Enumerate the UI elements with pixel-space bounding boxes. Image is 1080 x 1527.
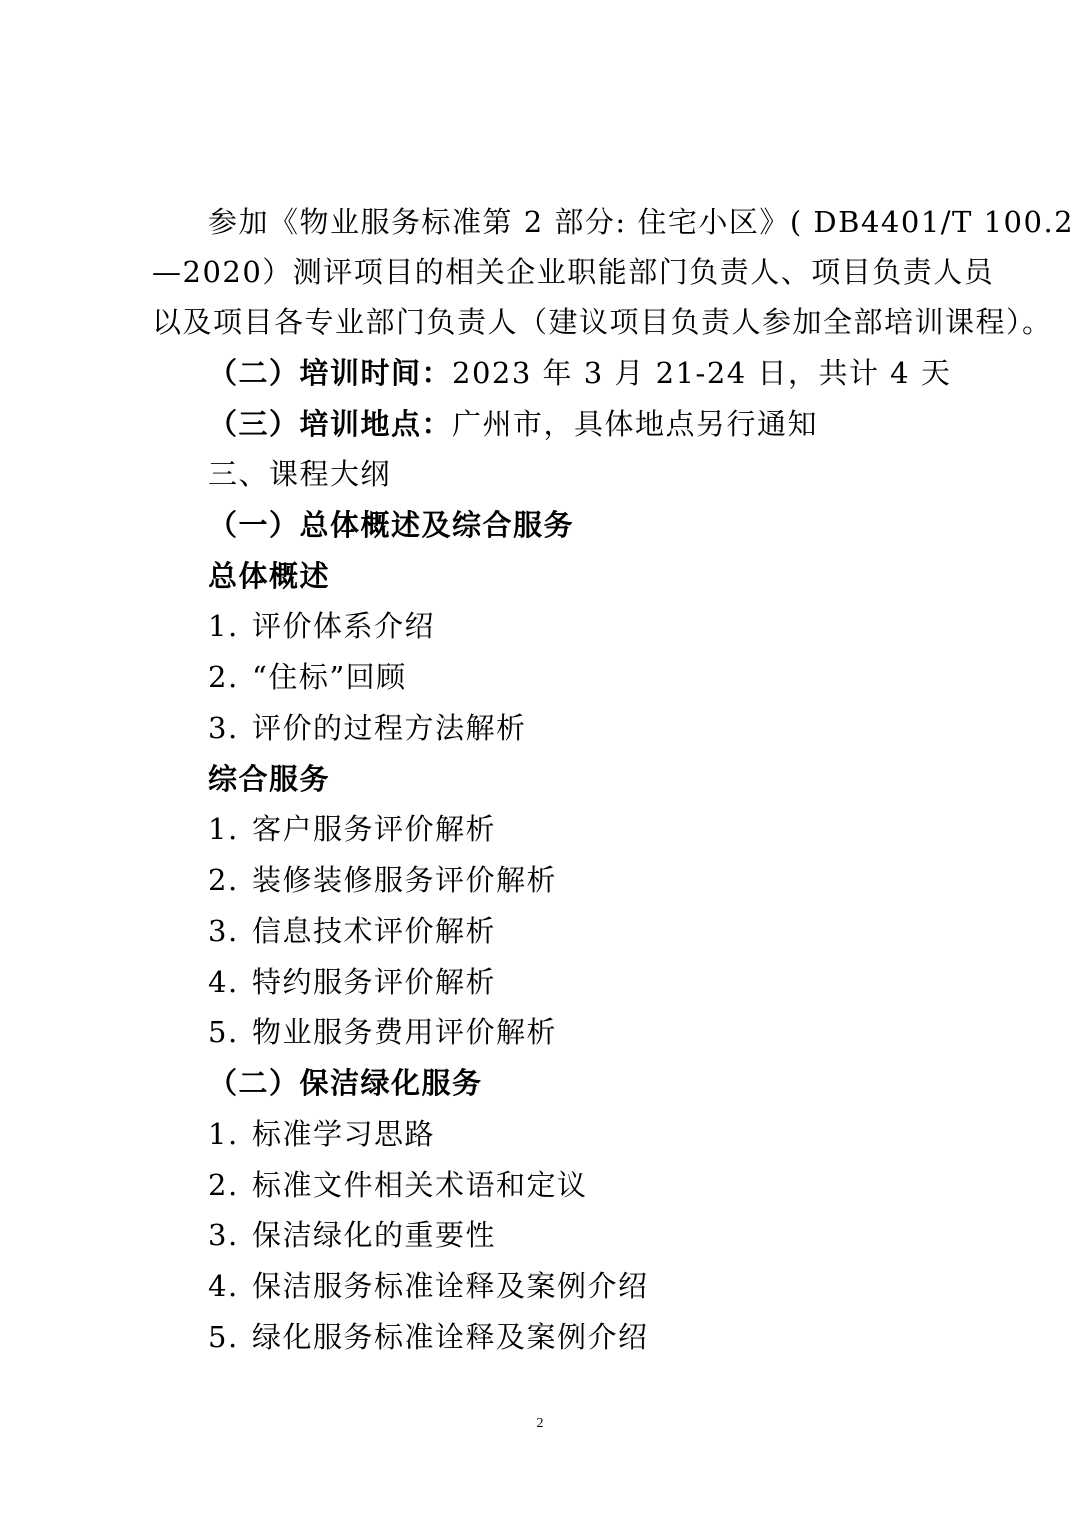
list-item-text: 信息技术评价解析 bbox=[252, 914, 497, 948]
page-number: 2 bbox=[536, 1416, 544, 1431]
list-item-number: 2. bbox=[208, 1168, 239, 1202]
list-item bbox=[208, 1261, 649, 1311]
list-item bbox=[208, 1007, 557, 1057]
training-place bbox=[208, 399, 818, 449]
list-item bbox=[208, 703, 527, 753]
intro-line-2: —2020）测评项目的相关企业职能部门负责人、项目负责人员 bbox=[152, 255, 995, 289]
list-item-text: 客户服务评价解析 bbox=[252, 812, 497, 846]
list-item-number: 1. bbox=[208, 609, 239, 643]
list-item-number: 2. bbox=[208, 660, 239, 694]
list-item-text: 评价的过程方法解析 bbox=[252, 711, 527, 745]
training-time bbox=[208, 348, 951, 398]
intro-line-1: 参加《物业服务标准第 2 部分: 住宅小区》( DB4401/T 100.2 bbox=[208, 205, 1075, 239]
list-item bbox=[208, 652, 407, 702]
service-title: 综合服务 bbox=[208, 762, 331, 796]
list-item-number: 1. bbox=[208, 812, 239, 846]
list-item bbox=[208, 1312, 649, 1362]
list-item bbox=[208, 1109, 435, 1159]
list-item-text: “住标”回顾 bbox=[252, 660, 407, 694]
list-item-text: 标准文件相关术语和定议 bbox=[252, 1168, 588, 1202]
list-item bbox=[208, 906, 496, 956]
list-item-text: 保洁服务标准诠释及案例介绍 bbox=[252, 1269, 649, 1303]
list-item-number: 5. bbox=[208, 1320, 239, 1354]
list-item-number: 2. bbox=[208, 863, 239, 897]
list-item bbox=[208, 1210, 496, 1260]
section-title-course-outline: 三、课程大纲 bbox=[208, 457, 392, 491]
list-item bbox=[208, 804, 496, 854]
list-item bbox=[208, 957, 496, 1007]
list-item-text: 评价体系介绍 bbox=[252, 609, 436, 643]
list-item-number: 3. bbox=[208, 711, 239, 745]
part1-title: （一）总体概述及综合服务 bbox=[208, 508, 575, 542]
list-item-number: 4. bbox=[208, 1269, 239, 1303]
list-item bbox=[208, 855, 557, 905]
list-item-number: 3. bbox=[208, 1218, 239, 1252]
list-item-number: 4. bbox=[208, 965, 239, 999]
list-item-text: 物业服务费用评价解析 bbox=[252, 1015, 558, 1049]
list-item-text: 绿化服务标准诠释及案例介绍 bbox=[252, 1320, 649, 1354]
list-item-number: 1. bbox=[208, 1117, 239, 1151]
list-item-number: 5. bbox=[208, 1015, 239, 1049]
list-item-text: 标准学习思路 bbox=[252, 1117, 436, 1151]
intro-line-3: 以及项目各专业部门负责人（建议项目负责人参加全部培训课程）。 bbox=[152, 305, 1053, 339]
list-item-text: 保洁绿化的重要性 bbox=[252, 1218, 497, 1252]
part2-title: （二）保洁绿化服务 bbox=[208, 1066, 483, 1100]
training-place-value: 广州市，具体地点另行通知 bbox=[452, 407, 819, 441]
list-item bbox=[208, 601, 435, 651]
training-place-label: （三）培训地点： bbox=[208, 407, 453, 441]
overview-title: 总体概述 bbox=[208, 559, 331, 593]
training-time-value: 2023 年 3 月 21-24 日，共计 4 天 bbox=[452, 356, 952, 390]
training-time-label: （二）培训时间： bbox=[208, 356, 453, 390]
list-item-number: 3. bbox=[208, 914, 239, 948]
list-item-text: 特约服务评价解析 bbox=[252, 965, 497, 999]
list-item-text: 装修装修服务评价解析 bbox=[252, 863, 558, 897]
list-item bbox=[208, 1160, 588, 1210]
